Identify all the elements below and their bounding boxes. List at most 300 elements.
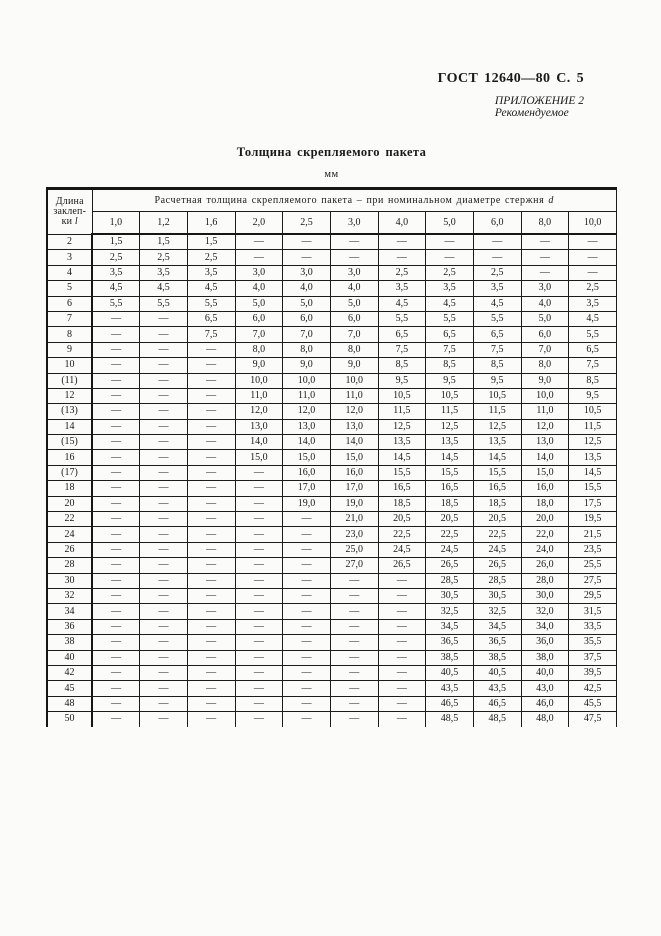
value-cell: —: [140, 373, 188, 388]
value-cell: 1,5: [140, 234, 188, 250]
value-cell: 12,5: [473, 419, 521, 434]
value-cell: 7,5: [569, 358, 617, 373]
value-cell: 5,0: [283, 296, 331, 311]
value-cell: —: [235, 496, 283, 511]
value-cell: 13,0: [521, 435, 569, 450]
value-cell: 14,0: [235, 435, 283, 450]
value-cell: 39,5: [569, 665, 617, 680]
value-cell: 10,5: [473, 388, 521, 403]
table-row: [47, 388, 617, 403]
value-cell: 4,0: [521, 296, 569, 311]
value-cell: —: [283, 650, 331, 665]
rivet-length-cell: 22: [47, 512, 92, 527]
value-cell: 24,5: [378, 542, 426, 557]
value-cell: —: [378, 681, 426, 696]
value-cell: 25,0: [330, 542, 378, 557]
diameter-header-cell: 10,0: [569, 212, 617, 235]
diameter-header-row: [47, 212, 617, 235]
value-cell: 2,5: [187, 250, 235, 265]
value-cell: —: [235, 512, 283, 527]
table-row: [47, 250, 617, 265]
value-cell: 2,5: [140, 250, 188, 265]
value-cell: 38,5: [426, 650, 474, 665]
value-cell: 14,5: [473, 450, 521, 465]
diameter-header-cell: 1,2: [140, 212, 188, 235]
value-cell: 17,5: [569, 496, 617, 511]
value-cell: 8,0: [283, 342, 331, 357]
value-cell: 13,5: [378, 435, 426, 450]
value-cell: 12,0: [330, 404, 378, 419]
table-row: [47, 542, 617, 557]
value-cell: 40,5: [426, 665, 474, 680]
value-cell: 34,0: [521, 619, 569, 634]
rivet-length-cell: 38: [47, 635, 92, 650]
appendix-label: ПРИЛОЖЕНИЕ 2: [494, 95, 584, 107]
value-cell: 20,5: [426, 512, 474, 527]
value-cell: 35,5: [569, 635, 617, 650]
value-cell: —: [426, 250, 474, 265]
value-cell: 5,5: [473, 311, 521, 326]
value-cell: 5,5: [92, 296, 140, 311]
value-cell: 5,0: [521, 311, 569, 326]
table-row: [47, 635, 617, 650]
value-cell: 10,0: [330, 373, 378, 388]
value-cell: 18,5: [378, 496, 426, 511]
value-cell: 11,5: [473, 404, 521, 419]
value-cell: —: [140, 496, 188, 511]
value-cell: 4,5: [378, 296, 426, 311]
value-cell: 28,5: [473, 573, 521, 588]
value-cell: —: [569, 234, 617, 250]
value-cell: 13,5: [426, 435, 474, 450]
value-cell: 11,0: [521, 404, 569, 419]
value-cell: 23,0: [330, 527, 378, 542]
value-cell: 13,0: [283, 419, 331, 434]
value-cell: 7,0: [235, 327, 283, 342]
rivet-length-cell: 26: [47, 542, 92, 557]
value-cell: 32,0: [521, 604, 569, 619]
value-cell: 4,5: [426, 296, 474, 311]
value-cell: —: [283, 250, 331, 265]
value-cell: 4,0: [330, 281, 378, 296]
value-cell: —: [140, 388, 188, 403]
value-cell: 11,5: [426, 404, 474, 419]
value-cell: 46,5: [473, 696, 521, 711]
table-row: [47, 358, 617, 373]
value-cell: 19,0: [330, 496, 378, 511]
value-cell: 2,5: [378, 265, 426, 280]
rivet-length-cell: 10: [47, 358, 92, 373]
value-cell: —: [92, 527, 140, 542]
value-cell: 20,5: [473, 512, 521, 527]
value-cell: —: [140, 527, 188, 542]
value-cell: 43,5: [426, 681, 474, 696]
value-cell: —: [378, 635, 426, 650]
value-cell: 45,5: [569, 696, 617, 711]
value-cell: 18,0: [521, 496, 569, 511]
value-cell: 11,0: [235, 388, 283, 403]
value-cell: 7,5: [187, 327, 235, 342]
value-cell: 8,0: [235, 342, 283, 357]
value-cell: 15,0: [521, 465, 569, 480]
rivet-length-cell: (13): [47, 404, 92, 419]
value-cell: 47,5: [569, 712, 617, 727]
table-row: [47, 712, 617, 727]
value-cell: 7,5: [426, 342, 474, 357]
value-cell: —: [140, 327, 188, 342]
value-cell: —: [92, 481, 140, 496]
value-cell: —: [283, 681, 331, 696]
table-row: [47, 527, 617, 542]
value-cell: 14,5: [426, 450, 474, 465]
value-cell: —: [92, 542, 140, 557]
table-title: Толщина скрепляемого пакета: [236, 145, 427, 159]
table-row: [47, 650, 617, 665]
value-cell: 13,5: [569, 450, 617, 465]
corner-line2: заклеп-: [53, 205, 87, 217]
value-cell: —: [378, 250, 426, 265]
value-cell: —: [140, 681, 188, 696]
value-cell: —: [235, 588, 283, 603]
table-row: [47, 496, 617, 511]
value-cell: —: [283, 558, 331, 573]
value-cell: 9,0: [283, 358, 331, 373]
value-cell: —: [92, 681, 140, 696]
table-row: [47, 573, 617, 588]
value-cell: 16,0: [283, 465, 331, 480]
value-cell: —: [283, 604, 331, 619]
value-cell: 3,5: [92, 265, 140, 280]
value-cell: —: [330, 250, 378, 265]
value-cell: 30,5: [473, 588, 521, 603]
value-cell: 5,0: [235, 296, 283, 311]
table-row: [47, 604, 617, 619]
value-cell: —: [235, 635, 283, 650]
value-cell: —: [235, 234, 283, 250]
value-cell: —: [187, 542, 235, 557]
length-symbol: l: [74, 215, 78, 227]
value-cell: 26,5: [378, 558, 426, 573]
rivet-length-cell: 16: [47, 450, 92, 465]
value-cell: 4,0: [235, 281, 283, 296]
value-cell: 10,0: [283, 373, 331, 388]
value-cell: 22,5: [378, 527, 426, 542]
value-cell: 20,5: [378, 512, 426, 527]
value-cell: —: [92, 558, 140, 573]
value-cell: 40,5: [473, 665, 521, 680]
value-cell: 24,0: [521, 542, 569, 557]
value-cell: 17,0: [330, 481, 378, 496]
value-cell: 4,0: [283, 281, 331, 296]
value-cell: 32,5: [426, 604, 474, 619]
value-cell: —: [330, 712, 378, 727]
value-cell: 43,5: [473, 681, 521, 696]
value-cell: —: [330, 604, 378, 619]
value-cell: 15,5: [473, 465, 521, 480]
value-cell: —: [187, 665, 235, 680]
value-cell: 3,5: [473, 281, 521, 296]
table-row: [47, 435, 617, 450]
rivet-length-cell: 7: [47, 311, 92, 326]
value-cell: —: [92, 404, 140, 419]
value-cell: 1,5: [187, 234, 235, 250]
value-cell: —: [187, 558, 235, 573]
value-cell: 6,5: [473, 327, 521, 342]
value-cell: —: [92, 358, 140, 373]
value-cell: —: [187, 604, 235, 619]
value-cell: —: [187, 404, 235, 419]
value-cell: 6,5: [378, 327, 426, 342]
table-row: [47, 296, 617, 311]
value-cell: —: [283, 635, 331, 650]
table-row: [47, 327, 617, 342]
value-cell: —: [235, 542, 283, 557]
value-cell: —: [187, 650, 235, 665]
value-cell: 6,0: [330, 311, 378, 326]
value-cell: —: [235, 558, 283, 573]
value-cell: —: [521, 234, 569, 250]
value-cell: —: [187, 342, 235, 357]
value-cell: 14,5: [378, 450, 426, 465]
value-cell: 13,5: [473, 435, 521, 450]
value-cell: 43,0: [521, 681, 569, 696]
value-cell: 16,5: [473, 481, 521, 496]
value-cell: 12,0: [235, 404, 283, 419]
value-cell: —: [283, 573, 331, 588]
value-cell: —: [140, 696, 188, 711]
value-cell: 18,5: [426, 496, 474, 511]
value-cell: 27,5: [569, 573, 617, 588]
value-cell: —: [140, 404, 188, 419]
value-cell: —: [330, 665, 378, 680]
value-cell: —: [330, 619, 378, 634]
value-cell: 14,0: [521, 450, 569, 465]
value-cell: —: [92, 496, 140, 511]
rivet-length-cell: (15): [47, 435, 92, 450]
value-cell: —: [378, 665, 426, 680]
value-cell: 10,5: [378, 388, 426, 403]
value-cell: —: [378, 696, 426, 711]
value-cell: —: [92, 419, 140, 434]
value-cell: —: [330, 573, 378, 588]
value-cell: —: [426, 234, 474, 250]
table-row: [47, 619, 617, 634]
value-cell: 28,5: [426, 573, 474, 588]
value-cell: 5,5: [378, 311, 426, 326]
table-row: [47, 342, 617, 357]
value-cell: —: [330, 681, 378, 696]
rivet-length-cell: 28: [47, 558, 92, 573]
rivet-length-cell: (11): [47, 373, 92, 388]
value-cell: 32,5: [473, 604, 521, 619]
value-cell: 2,5: [92, 250, 140, 265]
value-cell: —: [569, 265, 617, 280]
value-cell: —: [140, 435, 188, 450]
table-row: [47, 234, 617, 250]
value-cell: —: [283, 665, 331, 680]
value-cell: —: [140, 342, 188, 357]
value-cell: —: [140, 588, 188, 603]
corner-line1: Длина: [55, 195, 84, 207]
value-cell: —: [330, 635, 378, 650]
value-cell: 3,0: [330, 265, 378, 280]
value-cell: —: [92, 435, 140, 450]
rivet-length-cell: 30: [47, 573, 92, 588]
value-cell: 15,0: [330, 450, 378, 465]
rivet-length-cell: (17): [47, 465, 92, 480]
value-cell: 16,5: [426, 481, 474, 496]
value-cell: —: [140, 635, 188, 650]
value-cell: 19,5: [569, 512, 617, 527]
value-cell: 31,5: [569, 604, 617, 619]
value-cell: 26,0: [521, 558, 569, 573]
value-cell: —: [140, 604, 188, 619]
value-cell: 7,0: [330, 327, 378, 342]
value-cell: —: [283, 588, 331, 603]
diameter-symbol: d: [548, 194, 555, 206]
value-cell: 9,0: [521, 373, 569, 388]
value-cell: 11,0: [330, 388, 378, 403]
value-cell: 17,0: [283, 481, 331, 496]
rivet-length-cell: 12: [47, 388, 92, 403]
value-cell: —: [92, 450, 140, 465]
value-cell: 12,5: [378, 419, 426, 434]
value-cell: 22,5: [473, 527, 521, 542]
value-cell: 19,0: [283, 496, 331, 511]
value-cell: —: [187, 619, 235, 634]
appendix-block: [495, 96, 584, 119]
diameter-header-cell: 5,0: [426, 212, 474, 235]
table-row: [47, 419, 617, 434]
value-cell: 36,5: [473, 635, 521, 650]
table-row: [47, 681, 617, 696]
value-cell: —: [187, 681, 235, 696]
value-cell: 42,5: [569, 681, 617, 696]
table-row: [47, 450, 617, 465]
value-cell: 14,0: [283, 435, 331, 450]
value-cell: —: [140, 573, 188, 588]
value-cell: 12,0: [521, 419, 569, 434]
value-cell: —: [140, 358, 188, 373]
value-cell: —: [92, 388, 140, 403]
value-cell: 15,0: [235, 450, 283, 465]
value-cell: 36,0: [521, 635, 569, 650]
diameter-header-cell: 1,6: [187, 212, 235, 235]
diameter-header-cell: 8,0: [521, 212, 569, 235]
value-cell: —: [187, 450, 235, 465]
value-cell: 3,5: [569, 296, 617, 311]
value-cell: —: [92, 604, 140, 619]
value-cell: 5,5: [569, 327, 617, 342]
value-cell: 5,0: [330, 296, 378, 311]
value-cell: —: [235, 604, 283, 619]
value-cell: 13,0: [235, 419, 283, 434]
value-cell: —: [378, 588, 426, 603]
value-cell: 9,5: [473, 373, 521, 388]
rivet-length-cell: 14: [47, 419, 92, 434]
table-row: [47, 404, 617, 419]
value-cell: 34,5: [426, 619, 474, 634]
value-cell: —: [283, 542, 331, 557]
value-cell: —: [187, 512, 235, 527]
value-cell: —: [140, 450, 188, 465]
value-cell: —: [569, 250, 617, 265]
value-cell: 15,5: [426, 465, 474, 480]
diameter-header-cell: 4,0: [378, 212, 426, 235]
value-cell: —: [140, 465, 188, 480]
table-row: [47, 558, 617, 573]
value-cell: 22,5: [426, 527, 474, 542]
value-cell: 6,0: [521, 327, 569, 342]
value-cell: —: [378, 712, 426, 727]
diameter-header-cell: 3,0: [330, 212, 378, 235]
corner-line3: ки: [61, 215, 75, 227]
value-cell: 9,0: [235, 358, 283, 373]
value-cell: —: [330, 234, 378, 250]
span-header-text: Расчетная толщина скрепляемого пакета – при номинальном диаметре стержня: [154, 194, 549, 206]
value-cell: 5,5: [187, 296, 235, 311]
rivet-length-cell: 20: [47, 496, 92, 511]
value-cell: —: [187, 373, 235, 388]
value-cell: 3,5: [378, 281, 426, 296]
value-cell: —: [92, 373, 140, 388]
value-cell: 8,5: [378, 358, 426, 373]
value-cell: 15,0: [283, 450, 331, 465]
rivet-length-cell: 34: [47, 604, 92, 619]
value-cell: —: [92, 588, 140, 603]
value-cell: —: [92, 696, 140, 711]
value-cell: 7,5: [378, 342, 426, 357]
units-label: мм: [324, 169, 339, 180]
value-cell: 12,0: [283, 404, 331, 419]
rivet-length-cell: 36: [47, 619, 92, 634]
value-cell: 12,5: [426, 419, 474, 434]
corner-header-cell: [47, 189, 92, 235]
value-cell: 3,5: [426, 281, 474, 296]
table-row: [47, 281, 617, 296]
value-cell: —: [92, 619, 140, 634]
value-cell: 6,5: [569, 342, 617, 357]
value-cell: 1,5: [92, 234, 140, 250]
diameter-header-cell: 2,5: [283, 212, 331, 235]
value-cell: 36,5: [426, 635, 474, 650]
value-cell: —: [140, 311, 188, 326]
value-cell: 7,0: [283, 327, 331, 342]
diameter-header-cell: 2,0: [235, 212, 283, 235]
value-cell: 4,5: [140, 281, 188, 296]
value-cell: 3,5: [187, 265, 235, 280]
diameter-header-cell: 1,0: [92, 212, 140, 235]
rivet-length-cell: 8: [47, 327, 92, 342]
value-cell: —: [235, 481, 283, 496]
value-cell: —: [92, 712, 140, 727]
value-cell: —: [235, 619, 283, 634]
value-cell: 24,5: [473, 542, 521, 557]
value-cell: 10,5: [426, 388, 474, 403]
rivet-length-cell: 2: [47, 234, 92, 250]
value-cell: 2,5: [473, 265, 521, 280]
value-cell: 2,5: [569, 281, 617, 296]
rivet-length-cell: 48: [47, 696, 92, 711]
value-cell: —: [187, 435, 235, 450]
value-cell: —: [283, 234, 331, 250]
value-cell: —: [187, 527, 235, 542]
value-cell: 22,0: [521, 527, 569, 542]
rivet-length-cell: 3: [47, 250, 92, 265]
value-cell: —: [521, 250, 569, 265]
value-cell: 21,5: [569, 527, 617, 542]
value-cell: —: [140, 650, 188, 665]
